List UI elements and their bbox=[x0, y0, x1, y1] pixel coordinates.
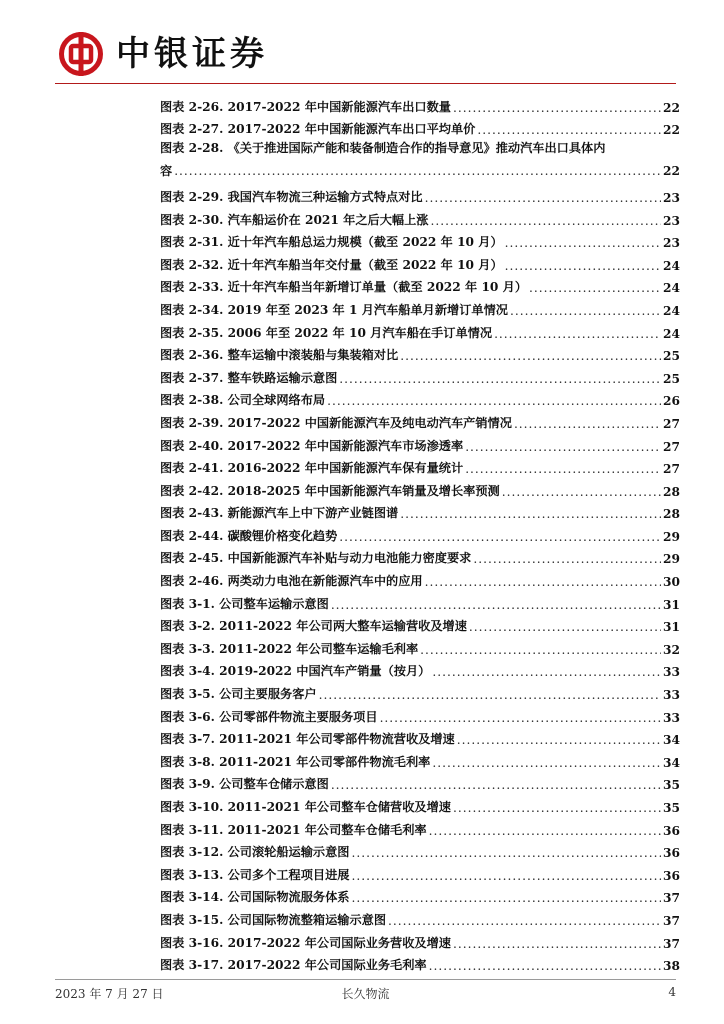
toc-entry-page: 26 bbox=[663, 394, 680, 409]
toc-entry-title: 图表 2-43. 新能源汽车上中下游产业链图谱 bbox=[160, 506, 399, 521]
dot-leader bbox=[420, 643, 661, 657]
toc-entry-title: 图表 3-7. 2011-2021 年公司零部件物流营收及增速 bbox=[160, 732, 455, 747]
footer-divider bbox=[55, 979, 676, 980]
bank-of-china-logo-icon bbox=[58, 31, 104, 77]
toc-entry[interactable] bbox=[160, 544, 680, 567]
toc-entry-title: 图表 3-8. 2011-2021 年公司零部件物流毛利率 bbox=[160, 754, 431, 769]
toc-entry[interactable] bbox=[160, 860, 680, 883]
toc-entry-page: 31 bbox=[663, 597, 680, 612]
toc-entry-title: 图表 2-38. 公司全球网络布局 bbox=[160, 393, 326, 408]
toc-entry[interactable] bbox=[160, 657, 680, 680]
toc-entry-title-continued: 容 bbox=[160, 163, 173, 178]
toc-entry-title: 图表 2-46. 两类动力电池在新能源汽车中的应用 bbox=[160, 574, 423, 589]
toc-entry[interactable] bbox=[160, 273, 680, 296]
dot-leader bbox=[351, 869, 661, 883]
toc-entry[interactable] bbox=[160, 386, 680, 409]
dot-leader bbox=[457, 733, 661, 747]
toc-entry[interactable] bbox=[160, 228, 680, 251]
dot-leader bbox=[339, 372, 661, 386]
toc-entry-title: 图表 2-41. 2016-2022 年中国新能源汽车保有量统计 bbox=[160, 461, 464, 476]
dot-leader bbox=[453, 937, 661, 951]
dot-leader bbox=[388, 914, 661, 928]
toc-entry-title: 图表 3-6. 公司零部件物流主要服务项目 bbox=[160, 709, 378, 724]
toc-entry-page: 31 bbox=[663, 620, 680, 635]
dot-leader bbox=[473, 552, 661, 566]
toc-entry-page: 36 bbox=[663, 868, 680, 883]
toc-entry[interactable] bbox=[160, 454, 680, 477]
toc-entry[interactable] bbox=[160, 431, 680, 454]
brand-logo bbox=[58, 30, 268, 78]
toc-entry-page: 36 bbox=[663, 823, 680, 838]
toc-entry-page: 37 bbox=[663, 936, 680, 951]
toc-entry[interactable] bbox=[160, 363, 680, 386]
dot-leader bbox=[453, 801, 661, 815]
toc-entry-page: 33 bbox=[663, 710, 680, 725]
toc-entry[interactable] bbox=[160, 928, 680, 951]
toc-entry-title: 图表 3-14. 公司国际物流服务体系 bbox=[160, 890, 350, 905]
dot-leader bbox=[400, 349, 661, 363]
dot-leader bbox=[319, 688, 661, 702]
toc-entry-page: 24 bbox=[663, 326, 680, 341]
toc-entry-page: 29 bbox=[663, 529, 680, 544]
dot-leader bbox=[529, 281, 661, 295]
toc-entry[interactable] bbox=[160, 951, 680, 974]
toc-entry-title: 图表 3-1. 公司整车运输示意图 bbox=[160, 596, 329, 611]
toc-entry-page: 27 bbox=[663, 416, 680, 431]
toc-entry[interactable] bbox=[160, 92, 680, 115]
toc-entry-page: 23 bbox=[663, 236, 680, 251]
toc-entry-page: 35 bbox=[663, 778, 680, 793]
toc-entry-title: 图表 3-15. 公司国际物流整箱运输示意图 bbox=[160, 912, 387, 927]
toc-entry[interactable] bbox=[160, 747, 680, 770]
toc-entry-title: 图表 2-28. 《关于推进国际产能和装备制造合作的指导意见》推动汽车出口具体内 bbox=[160, 141, 606, 156]
dot-leader bbox=[465, 440, 661, 454]
figure-list bbox=[160, 92, 680, 973]
dot-leader bbox=[502, 485, 661, 499]
dot-leader bbox=[425, 575, 661, 589]
toc-entry-page: 28 bbox=[663, 507, 680, 522]
toc-entry-title: 图表 3-17. 2017-2022 年公司国际业务毛利率 bbox=[160, 958, 427, 973]
toc-entry-page: 24 bbox=[663, 303, 680, 318]
toc-entry-page: 24 bbox=[663, 281, 680, 296]
toc-entry[interactable] bbox=[160, 702, 680, 725]
toc-entry-title: 图表 2-42. 2018-2025 年中国新能源汽车销量及增长率预测 bbox=[160, 483, 500, 498]
dot-leader bbox=[429, 824, 661, 838]
toc-entry-title: 图表 3-9. 公司整车仓储示意图 bbox=[160, 777, 329, 792]
dot-leader bbox=[494, 327, 661, 341]
toc-entry-page: 34 bbox=[663, 733, 680, 748]
toc-entry[interactable] bbox=[160, 815, 680, 838]
dot-leader bbox=[430, 214, 661, 228]
dot-leader bbox=[510, 304, 661, 318]
dot-leader bbox=[514, 417, 661, 431]
toc-entry[interactable] bbox=[160, 905, 680, 928]
toc-entry-title: 图表 2-45. 中国新能源汽车补贴与动力电池能力密度要求 bbox=[160, 551, 472, 566]
toc-entry-title: 图表 3-13. 公司多个工程项目进展 bbox=[160, 867, 350, 882]
dot-leader bbox=[505, 259, 661, 273]
toc-entry-page: 27 bbox=[663, 439, 680, 454]
toc-entry[interactable] bbox=[160, 612, 680, 635]
dot-leader bbox=[505, 236, 661, 250]
toc-entry-page: 24 bbox=[663, 258, 680, 273]
toc-entry-title: 图表 2-44. 碳酸锂价格变化趋势 bbox=[160, 528, 338, 543]
toc-entry-page: 37 bbox=[663, 913, 680, 928]
toc-entry-title: 图表 2-34. 2019 年至 2023 年 1 月汽车船单月新增订单情况 bbox=[160, 302, 508, 317]
toc-entry-page: 38 bbox=[663, 959, 680, 974]
dot-leader bbox=[432, 756, 661, 770]
toc-entry[interactable] bbox=[160, 318, 680, 341]
toc-entry-title: 图表 2-27. 2017-2022 年中国新能源汽车出口平均单价 bbox=[160, 122, 476, 137]
toc-entry-title: 图表 2-40. 2017-2022 年中国新能源汽车市场渗透率 bbox=[160, 438, 464, 453]
toc-entry-page: 25 bbox=[663, 371, 680, 386]
toc-entry-page: 22 bbox=[663, 123, 680, 138]
toc-entry-title: 图表 3-12. 公司滚轮船运输示意图 bbox=[160, 845, 350, 860]
page-footer bbox=[55, 985, 676, 1003]
toc-entry[interactable] bbox=[160, 792, 680, 815]
dot-leader bbox=[425, 191, 661, 205]
dot-leader bbox=[331, 778, 661, 792]
toc-entry[interactable] bbox=[160, 566, 680, 589]
dot-leader bbox=[453, 101, 661, 115]
toc-entry[interactable] bbox=[160, 770, 680, 793]
toc-entry[interactable] bbox=[160, 250, 680, 273]
toc-entry-page: 35 bbox=[663, 801, 680, 815]
toc-entry[interactable] bbox=[160, 408, 680, 431]
toc-entry-title: 图表 2-37. 整车铁路运输示意图 bbox=[160, 370, 338, 385]
report-date: 2023 年 7 月 27 日 bbox=[55, 987, 164, 1001]
dot-leader bbox=[380, 711, 661, 725]
toc-entry[interactable] bbox=[160, 589, 680, 612]
toc-entry-title: 图表 2-32. 近十年汽车船当年交付量（截至 2022 年 10 月） bbox=[160, 257, 503, 272]
toc-entry-title: 图表 2-26. 2017-2022 年中国新能源汽车出口数量 bbox=[160, 99, 451, 114]
dot-leader bbox=[432, 665, 661, 679]
toc-entry-title: 图表 3-3. 2011-2022 年公司整车运输毛利率 bbox=[160, 641, 419, 656]
toc-entry-page: 28 bbox=[663, 484, 680, 499]
dot-leader bbox=[469, 620, 661, 634]
brand-name: 中银证券 bbox=[116, 34, 268, 74]
toc-entry[interactable] bbox=[160, 521, 680, 544]
toc-entry[interactable] bbox=[160, 725, 680, 748]
toc-entry-page: 30 bbox=[663, 575, 680, 590]
toc-entry-page: 33 bbox=[663, 688, 680, 703]
toc-entry[interactable] bbox=[160, 499, 680, 522]
header-divider bbox=[55, 83, 676, 84]
toc-entry-title: 图表 3-5. 公司主要服务客户 bbox=[160, 687, 317, 702]
dot-leader bbox=[400, 507, 661, 521]
toc-entry-title: 图表 2-39. 2017-2022 中国新能源汽车及纯电动汽车产销情况 bbox=[160, 415, 512, 430]
toc-entry-page: 25 bbox=[663, 349, 680, 364]
page-number: 4 bbox=[668, 985, 676, 999]
dot-leader bbox=[465, 462, 661, 476]
dot-leader bbox=[351, 846, 661, 860]
toc-entry[interactable] bbox=[160, 205, 680, 228]
toc-entry-page: 22 bbox=[663, 100, 680, 115]
toc-entry-title: 图表 2-35. 2006 年至 2022 年 10 月汽车船在手订单情况 bbox=[160, 325, 493, 340]
toc-entry-title: 图表 2-30. 汽车船运价在 2021 年之后大幅上涨 bbox=[160, 212, 429, 227]
toc-entry-page: 36 bbox=[663, 846, 680, 861]
toc-entry-title: 图表 3-4. 2019-2022 中国汽车产销量（按月） bbox=[160, 664, 431, 679]
toc-entry[interactable] bbox=[160, 137, 680, 182]
toc-entry-page: 34 bbox=[663, 755, 680, 770]
toc-entry-page: 27 bbox=[663, 462, 680, 477]
toc-entry-page: 33 bbox=[663, 665, 680, 680]
toc-entry-title: 图表 3-10. 2011-2021 年公司整车仓储营收及增速 bbox=[160, 800, 451, 814]
toc-entry-title: 图表 3-2. 2011-2022 年公司两大整车运输营收及增速 bbox=[160, 619, 467, 634]
toc-entry-page: 29 bbox=[663, 552, 680, 567]
toc-entry[interactable] bbox=[160, 182, 680, 205]
toc-entry[interactable] bbox=[160, 634, 680, 657]
dot-leader bbox=[351, 891, 661, 905]
toc-entry-page: 22 bbox=[663, 163, 680, 178]
toc-entry[interactable] bbox=[160, 838, 680, 861]
toc-entry[interactable] bbox=[160, 883, 680, 906]
company-name: 长久物流 bbox=[341, 987, 390, 1001]
toc-entry-page: 37 bbox=[663, 891, 680, 906]
toc-entry[interactable] bbox=[160, 295, 680, 318]
toc-entry-title: 图表 3-16. 2017-2022 年公司国际业务营收及增速 bbox=[160, 935, 451, 950]
toc-entry-title: 图表 2-36. 整车运输中滚装船与集装箱对比 bbox=[160, 348, 399, 363]
toc-entry-title: 图表 2-31. 近十年汽车船总运力规模（截至 2022 年 10 月） bbox=[160, 235, 503, 250]
toc-entry[interactable] bbox=[160, 115, 680, 138]
toc-entry[interactable] bbox=[160, 679, 680, 702]
toc-entry-page: 23 bbox=[663, 190, 680, 205]
dot-leader bbox=[174, 160, 661, 183]
dot-leader bbox=[429, 959, 661, 973]
dot-leader bbox=[477, 123, 661, 137]
toc-entry-title: 图表 2-29. 我国汽车物流三种运输方式特点对比 bbox=[160, 189, 423, 204]
dot-leader bbox=[331, 598, 661, 612]
dot-leader bbox=[339, 530, 661, 544]
toc-entry[interactable] bbox=[160, 341, 680, 364]
toc-entry[interactable] bbox=[160, 476, 680, 499]
dot-leader bbox=[327, 394, 661, 408]
toc-entry-title: 图表 3-11. 2011-2021 年公司整车仓储毛利率 bbox=[160, 822, 427, 837]
toc-entry-page: 23 bbox=[663, 213, 680, 228]
toc-entry-page: 32 bbox=[663, 642, 680, 657]
toc-entry-title: 图表 2-33. 近十年汽车船当年新增订单量（截至 2022 年 10 月） bbox=[160, 280, 528, 295]
